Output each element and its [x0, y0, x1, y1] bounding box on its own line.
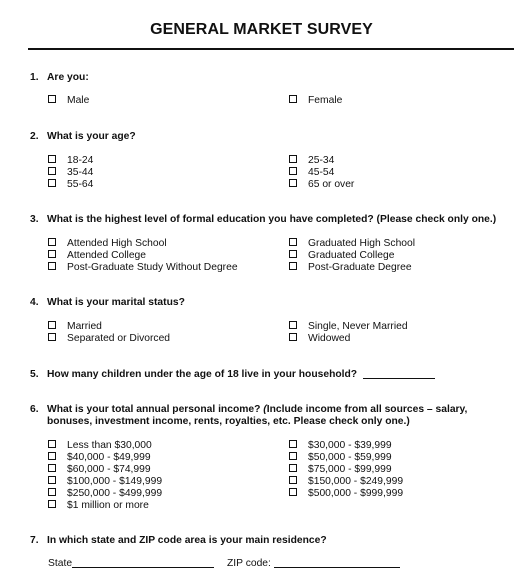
option-label: Graduated College [308, 250, 395, 261]
option-label: Attended High School [67, 238, 167, 249]
option-label: $50,000 - $59,999 [308, 452, 392, 463]
title-divider [28, 48, 514, 50]
option-label: Attended College [67, 250, 147, 261]
question-text-note: Include income from all sources – salary, [266, 404, 468, 415]
question-number: 2. [30, 131, 39, 142]
option-attended-college[interactable] [48, 250, 146, 262]
option-label: 55-64 [67, 179, 94, 190]
checkbox-icon[interactable] [289, 155, 297, 163]
option-income-100k-149k[interactable] [48, 476, 162, 488]
option-separated-divorced[interactable] [48, 333, 170, 345]
option-male[interactable] [48, 95, 89, 107]
option-income-50k-59k[interactable] [289, 452, 392, 464]
question-text [47, 369, 435, 381]
checkbox-icon[interactable] [289, 262, 297, 270]
checkbox-icon[interactable] [48, 179, 56, 187]
option-age-35-44[interactable] [48, 167, 93, 179]
checkbox-icon[interactable] [48, 333, 56, 341]
option-label: $150,000 - $249,999 [308, 476, 404, 487]
checkbox-icon[interactable] [289, 488, 297, 496]
option-income-500k-999k[interactable] [289, 488, 403, 500]
option-attended-high-school[interactable] [48, 238, 167, 250]
option-label: 35-44 [67, 167, 94, 178]
question-text: Are you: [47, 72, 89, 83]
option-post-graduate-no-degree[interactable] [48, 262, 238, 274]
question-text-paren: ( [263, 404, 267, 415]
question-number: 7. [30, 535, 39, 546]
option-income-40k-49k[interactable] [48, 452, 151, 464]
checkbox-icon[interactable] [289, 250, 297, 258]
checkbox-icon[interactable] [48, 321, 56, 329]
option-label: Post-Graduate Degree [308, 262, 412, 273]
option-label: Male [67, 95, 90, 106]
option-label: $500,000 - $999,999 [308, 488, 404, 499]
question-text [47, 404, 467, 416]
checkbox-icon[interactable] [289, 452, 297, 460]
option-label: 18-24 [67, 155, 94, 166]
question-text: In which state and ZIP code area is your main residence? [47, 535, 327, 546]
option-widowed[interactable] [289, 333, 350, 345]
checkbox-icon[interactable] [289, 167, 297, 175]
option-label: $250,000 - $499,999 [67, 488, 163, 499]
option-label: Separated or Divorced [67, 333, 171, 344]
option-label: Single, Never Married [308, 321, 408, 332]
checkbox-icon[interactable] [48, 238, 56, 246]
checkbox-icon[interactable] [48, 500, 56, 508]
checkbox-icon[interactable] [48, 476, 56, 484]
option-married[interactable] [48, 321, 102, 333]
question-number: 3. [30, 214, 39, 225]
option-age-25-34[interactable] [289, 155, 334, 167]
question-text-main: What is your total annual personal income? [47, 404, 264, 415]
option-income-75k-99k[interactable] [289, 464, 392, 476]
checkbox-icon[interactable] [289, 476, 297, 484]
option-label: $1 million or more [67, 500, 149, 511]
question-number: 4. [30, 297, 39, 308]
option-age-55-64[interactable] [48, 179, 93, 191]
question-text: What is the highest level of formal education you have completed? (Please check only one.) [47, 214, 497, 225]
option-label: Post-Graduate Study Without Degree [67, 262, 238, 273]
option-label: $60,000 - $74,999 [67, 464, 151, 475]
option-label: Female [308, 95, 343, 106]
zip-field-row [227, 558, 400, 569]
question-text: What is your age? [47, 131, 136, 142]
option-income-60k-74k[interactable] [48, 464, 151, 476]
checkbox-icon[interactable] [48, 95, 56, 103]
checkbox-icon[interactable] [48, 250, 56, 258]
option-age-65-over[interactable] [289, 179, 354, 191]
option-label: Graduated High School [308, 238, 416, 249]
option-label: $100,000 - $149,999 [67, 476, 163, 487]
zip-input[interactable] [274, 558, 400, 568]
question-text-line2: bonuses, investment income, rents, royalties, etc. Please check only one.) [47, 416, 410, 428]
checkbox-icon[interactable] [289, 440, 297, 448]
option-label: $30,000 - $39,999 [308, 440, 392, 451]
option-label: $40,000 - $49,999 [67, 452, 151, 463]
checkbox-icon[interactable] [48, 488, 56, 496]
checkbox-icon[interactable] [289, 238, 297, 246]
checkbox-icon[interactable] [48, 464, 56, 472]
checkbox-icon[interactable] [48, 262, 56, 270]
option-income-250k-499k[interactable] [48, 488, 162, 500]
zip-label: ZIP code: [227, 558, 271, 569]
option-label: $75,000 - $99,999 [308, 464, 392, 475]
option-income-less-30k[interactable] [48, 440, 152, 452]
state-field-row [48, 558, 214, 569]
option-label: 65 or over [308, 179, 355, 190]
question-text: What is your marital status? [47, 297, 185, 308]
checkbox-icon[interactable] [289, 464, 297, 472]
checkbox-icon[interactable] [48, 167, 56, 175]
option-graduated-college[interactable] [289, 250, 394, 262]
option-graduated-high-school[interactable] [289, 238, 415, 250]
children-count-field[interactable] [363, 369, 435, 379]
option-single-never-married[interactable] [289, 321, 408, 333]
option-label: 45-54 [308, 167, 335, 178]
question-number: 1. [30, 72, 39, 83]
checkbox-icon[interactable] [289, 333, 297, 341]
option-income-1m-or-more[interactable] [48, 500, 149, 512]
state-label: State [48, 558, 73, 569]
option-income-150k-249k[interactable] [289, 476, 403, 488]
survey-title: GENERAL MARKET SURVEY [150, 21, 373, 38]
checkbox-icon[interactable] [289, 179, 297, 187]
option-female[interactable] [289, 95, 342, 107]
checkbox-icon[interactable] [48, 440, 56, 448]
option-post-graduate-degree[interactable] [289, 262, 412, 274]
option-label: Widowed [308, 333, 351, 344]
question-text-label: How many children under the age of 18 live in your household? [47, 369, 358, 380]
question-number: 6. [30, 404, 39, 415]
option-age-45-54[interactable] [289, 167, 334, 179]
checkbox-icon[interactable] [48, 155, 56, 163]
checkbox-icon[interactable] [289, 95, 297, 103]
state-input[interactable] [72, 558, 214, 568]
checkbox-icon[interactable] [289, 321, 297, 329]
checkbox-icon[interactable] [48, 452, 56, 460]
option-label: 25-34 [308, 155, 335, 166]
option-label: Married [67, 321, 102, 332]
option-income-30k-39k[interactable] [289, 440, 392, 452]
option-label: Less than $30,000 [67, 440, 152, 451]
option-age-18-24[interactable] [48, 155, 93, 167]
question-number: 5. [30, 369, 39, 380]
